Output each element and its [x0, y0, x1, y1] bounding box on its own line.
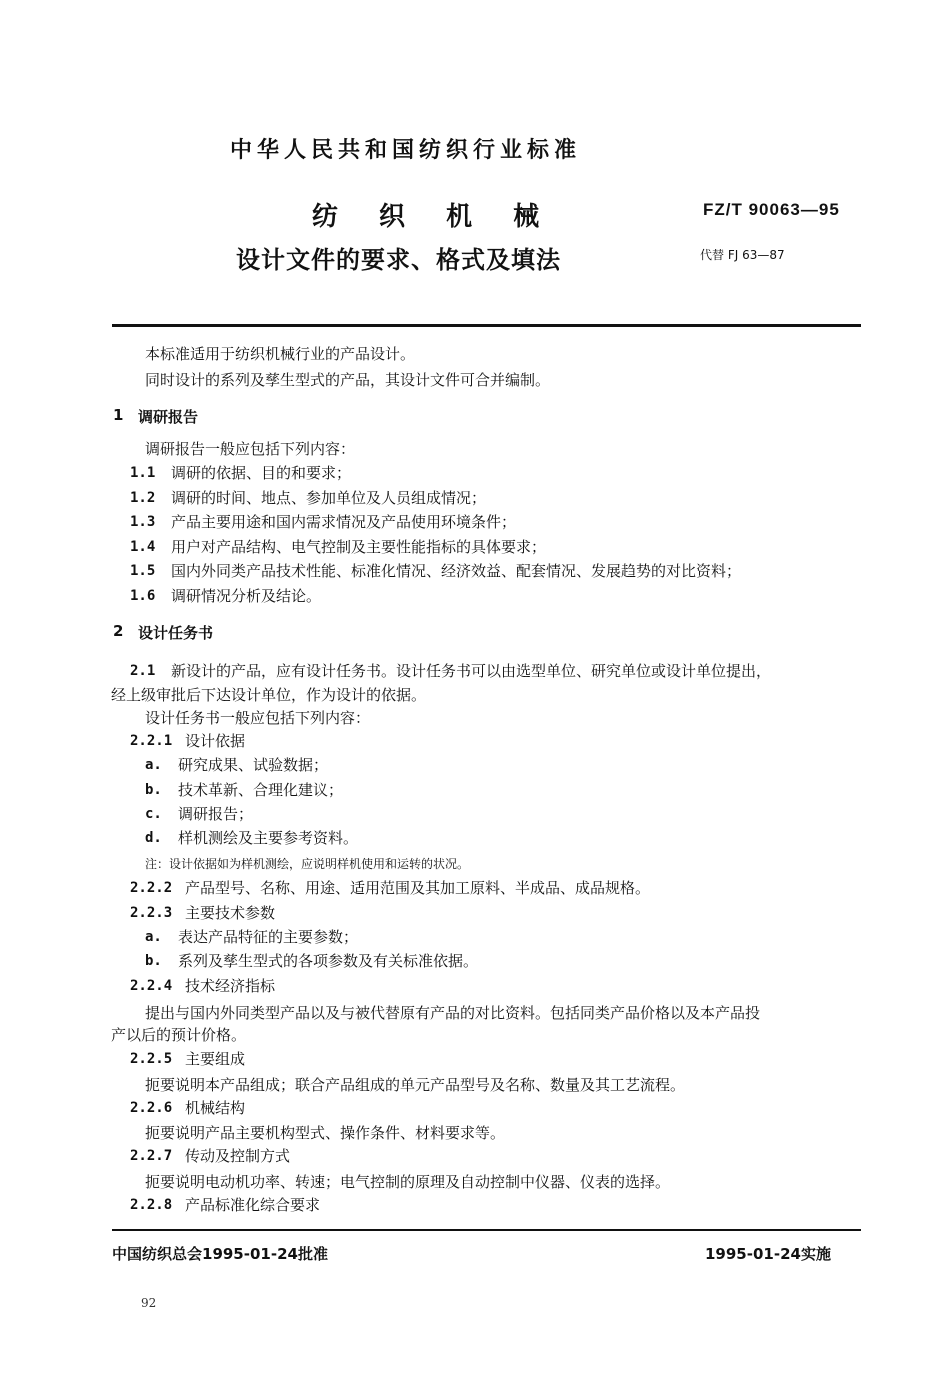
item-2-2-1-title: 设计依据	[185, 732, 246, 750]
item-2-1-line2: 经上级审批后下达设计单位，作为设计的依据。	[111, 686, 427, 704]
standard-code: FZ/T 90063—95	[703, 200, 840, 219]
item-1-4-number: 1.4	[130, 539, 156, 555]
item-1-3-text: 产品主要用途和国内需求情况及产品使用环境条件；	[171, 513, 517, 531]
item-2-2-3-number: 2.2.3	[130, 905, 173, 921]
item-1-1-number: 1.1	[130, 465, 156, 481]
page-number: 92	[141, 1296, 157, 1310]
item-2-2-7-number: 2.2.7	[130, 1148, 173, 1164]
item-2-1-number: 2.1	[130, 663, 156, 679]
intro-line-1: 本标准适用于纺织机械行业的产品设计。	[145, 345, 416, 363]
item-2-2-6-text: 扼要说明产品主要机构型式、操作条件、材料要求等。	[145, 1124, 506, 1142]
section-2-number: 2	[113, 622, 124, 640]
item-2-2-7-text: 扼要说明电动机功率、转速；电气控制的原理及自动控制中仪器、仪表的选择。	[145, 1173, 671, 1191]
item-1-3-number: 1.3	[130, 514, 156, 530]
item-2-2-4-line1: 提出与国内外同类型产品以及与被代替原有产品的对比资料。包括同类产品价格以及本产品投	[145, 1004, 761, 1022]
item-1-6-number: 1.6	[130, 588, 156, 604]
item-1-2-text: 调研的时间、地点、参加单位及人员组成情况；	[171, 489, 487, 507]
item-2-2-1-d-mark: d.	[145, 830, 162, 846]
item-2-2-1-d-text: 样机测绘及主要参考资料。	[178, 829, 359, 847]
item-2-2-3-b-mark: b.	[145, 953, 162, 969]
item-2-2-1-a-text: 研究成果、试验数据；	[178, 756, 329, 774]
document-title-line1: 纺 织 机 械	[312, 202, 556, 232]
item-2-2-3-title: 主要技术参数	[185, 904, 276, 922]
section-2-title: 设计任务书	[138, 624, 214, 642]
item-2-2-4-title: 技术经济指标	[185, 977, 276, 995]
item-2-2-2-number: 2.2.2	[130, 880, 173, 896]
section-2-lead: 设计任务书一般应包括下列内容：	[145, 709, 371, 727]
item-2-2-1-c-text: 调研报告；	[178, 805, 254, 823]
item-2-2-1-number: 2.2.1	[130, 733, 173, 749]
item-2-2-1-b-text: 技术革新、合理化建议；	[178, 781, 344, 799]
item-2-2-7-title: 传动及控制方式	[185, 1147, 291, 1165]
section-1-number: 1	[113, 406, 124, 424]
item-2-2-3-a-text: 表达产品特征的主要参数；	[178, 928, 359, 946]
item-1-5-number: 1.5	[130, 563, 156, 579]
item-1-5-text: 国内外同类产品技术性能、标准化情况、经济效益、配套情况、发展趋势的对比资料；	[171, 562, 742, 580]
effective-date-line: 1995-01-24实施	[705, 1245, 831, 1263]
item-2-2-6-number: 2.2.6	[130, 1100, 173, 1116]
item-2-2-6-title: 机械结构	[185, 1099, 246, 1117]
standard-category-title: 中华人民共和国纺织行业标准	[230, 138, 582, 163]
item-1-4-text: 用户对产品结构、电气控制及主要性能指标的具体要求；	[171, 538, 547, 556]
item-2-2-8-title: 产品标准化综合要求	[185, 1196, 321, 1214]
intro-line-2: 同时设计的系列及孳生型式的产品，其设计文件可合并编制。	[145, 371, 551, 389]
item-1-6-text: 调研情况分析及结论。	[171, 587, 322, 605]
item-2-2-3-b-text: 系列及孳生型式的各项参数及有关标准依据。	[178, 952, 479, 970]
item-2-2-1-a-mark: a.	[145, 757, 162, 773]
item-2-2-4-number: 2.2.4	[130, 978, 173, 994]
item-2-2-5-title: 主要组成	[185, 1050, 246, 1068]
document-title-line2: 设计文件的要求、格式及填法	[236, 246, 561, 274]
item-1-1-text: 调研的依据、目的和要求；	[171, 464, 352, 482]
item-2-2-1-c-mark: c.	[145, 806, 162, 822]
approval-line: 中国纺织总会1995-01-24批准	[112, 1245, 328, 1263]
item-2-2-1-note: 注：设计依据如为样机测绘，应说明样机使用和运转的状况。	[145, 857, 470, 871]
item-1-2-number: 1.2	[130, 490, 156, 506]
item-2-2-5-number: 2.2.5	[130, 1051, 173, 1067]
section-1-title: 调研报告	[138, 408, 199, 426]
item-2-2-3-a-mark: a.	[145, 929, 162, 945]
header-rule	[112, 324, 861, 327]
section-1-lead: 调研报告一般应包括下列内容：	[145, 440, 356, 458]
item-2-2-4-line2: 产以后的预计价格。	[111, 1026, 247, 1044]
item-2-1-line1: 新设计的产品，应有设计任务书。设计任务书可以由选型单位、研究单位或设计单位提出，	[171, 662, 772, 680]
item-2-2-5-text: 扼要说明本产品组成；联合产品组成的单元产品型号及名称、数量及其工艺流程。	[145, 1076, 686, 1094]
footer-rule	[112, 1229, 861, 1231]
replaces-standard: 代替 FJ 63—87	[700, 248, 785, 262]
item-2-2-1-b-mark: b.	[145, 782, 162, 798]
item-2-2-8-number: 2.2.8	[130, 1197, 173, 1213]
item-2-2-2-text: 产品型号、名称、用途、适用范围及其加工原料、半成品、成品规格。	[185, 879, 651, 897]
